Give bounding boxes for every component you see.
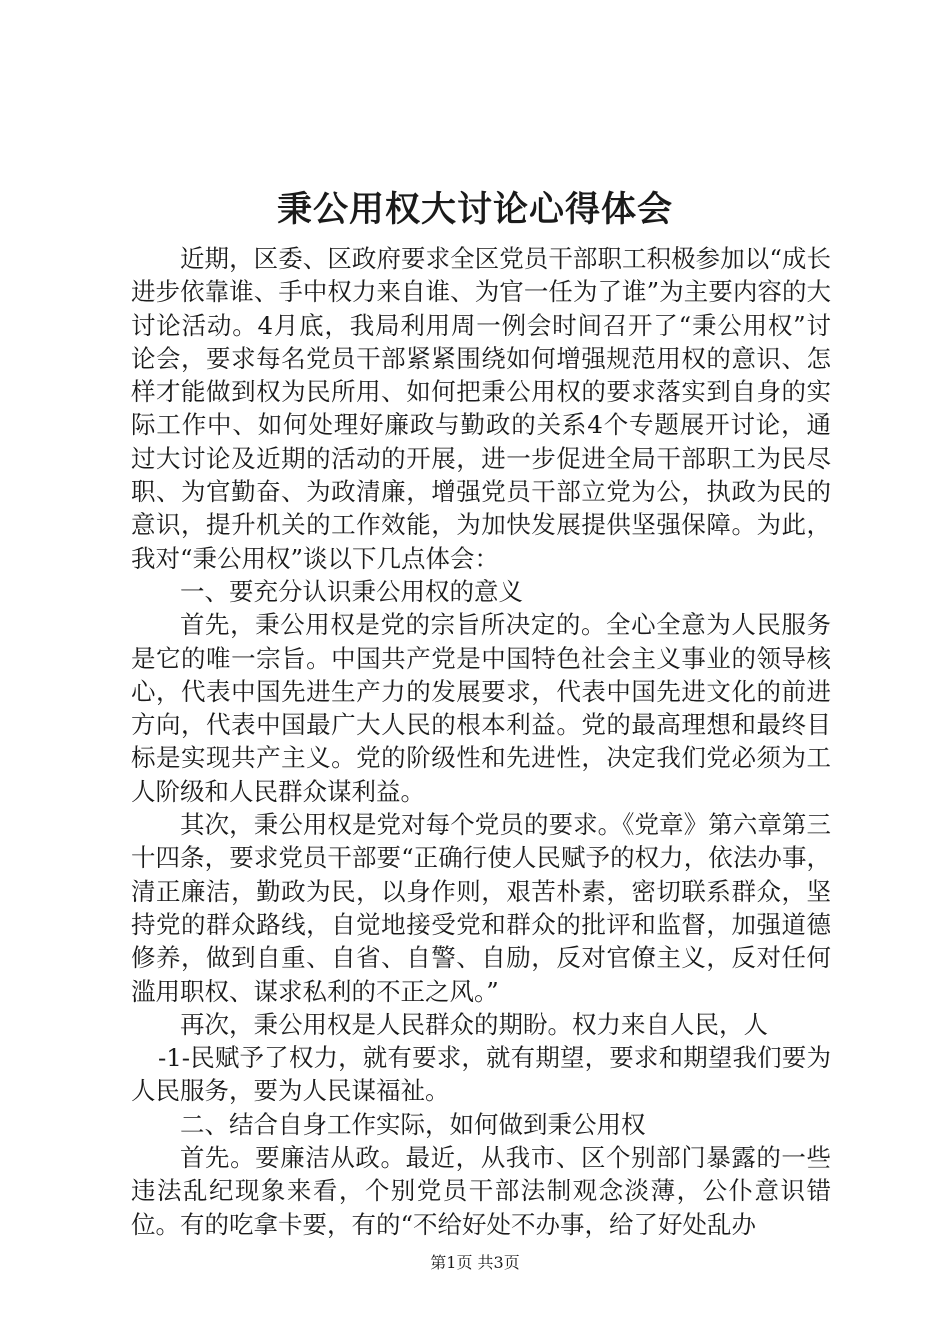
paragraph-integrity: 首先。要廉洁从政。最近，从我市、区个别部门暴露的一些违法乱纪现象来看，个别党员干部法制观念淡薄，公仆意识错位。有的吃拿卡要，有的“不给好处不办事，给了好处乱办 [131,1143,831,1239]
paragraph-second: 其次，秉公用权是党对每个党员的要求。《党章》第六章第三十四条，要求党员干部要“正确行使人民赋予的权力，依法办事，清正廉洁，勤政为民，以身作则，艰苦朴素，密切联系群众，坚持党的群众路线，自觉地接受党和群众的批评和监督，加强道德修养，做到自重、自省、自警、自励，反对官僚主义，反对任何滥用职权、谋求私利的不正之风。” [131,810,831,1006]
page-footer: 第1页 共3页 [430,1253,520,1272]
document-body [131,242,831,1241]
paragraph-third: 再次，秉公用权是人民群众的期盼。权力来自人民，人 [180,1009,768,1039]
section-heading-2: 二、结合自身工作实际，如何做到秉公用权 [180,1109,646,1139]
paragraph-intro: 近期，区委、区政府要求全区党员干部职工积极参加以“成长进步依靠谁、手中权力来自谁、为官一任为了谁”为主要内容的大讨论活动。4月底，我局利用周一例会时间召开了“秉公用权”讨论会，要求每名党员干部紧紧围绕如何增强规范用权的意识、怎样才能做到权为民所用、如何把秉公用权的要求落实到自身的实际工作中、如何处理好廉政与勤政的关系4个专题展开讨论，通过大讨论及近期的活动的开展，进一步促进全局干部职工为民尽职、为官勤奋、为政清廉，增强党员干部立党为公，执政为民的意识，提升机关的工作效能，为加快发展提供坚强保障。为此，我对“秉公用权”谈以下几点体会： [131,244,831,573]
document-title: 秉公用权大讨论心得体会 [276,189,673,230]
paragraph-first: 首先，秉公用权是党的宗旨所决定的。全心全意为人民服务是它的唯一宗旨。中国共产党是中国特色社会主义事业的领导核心，代表中国先进生产力的发展要求，代表中国先进文化的前进方向，代表中国最广大人民的根本利益。党的最高理想和最终目标是实现共产主义。党的阶级性和先进性，决定我们党必须为工人阶级和人民群众谋利益。 [131,610,831,806]
section-heading-1: 一、要充分认识秉公用权的意义 [180,576,523,606]
paragraph-continued: -1-民赋予了权力，就有要求，就有期望，要求和期望我们要为人民服务，要为人民谋福祉。 [131,1043,831,1106]
